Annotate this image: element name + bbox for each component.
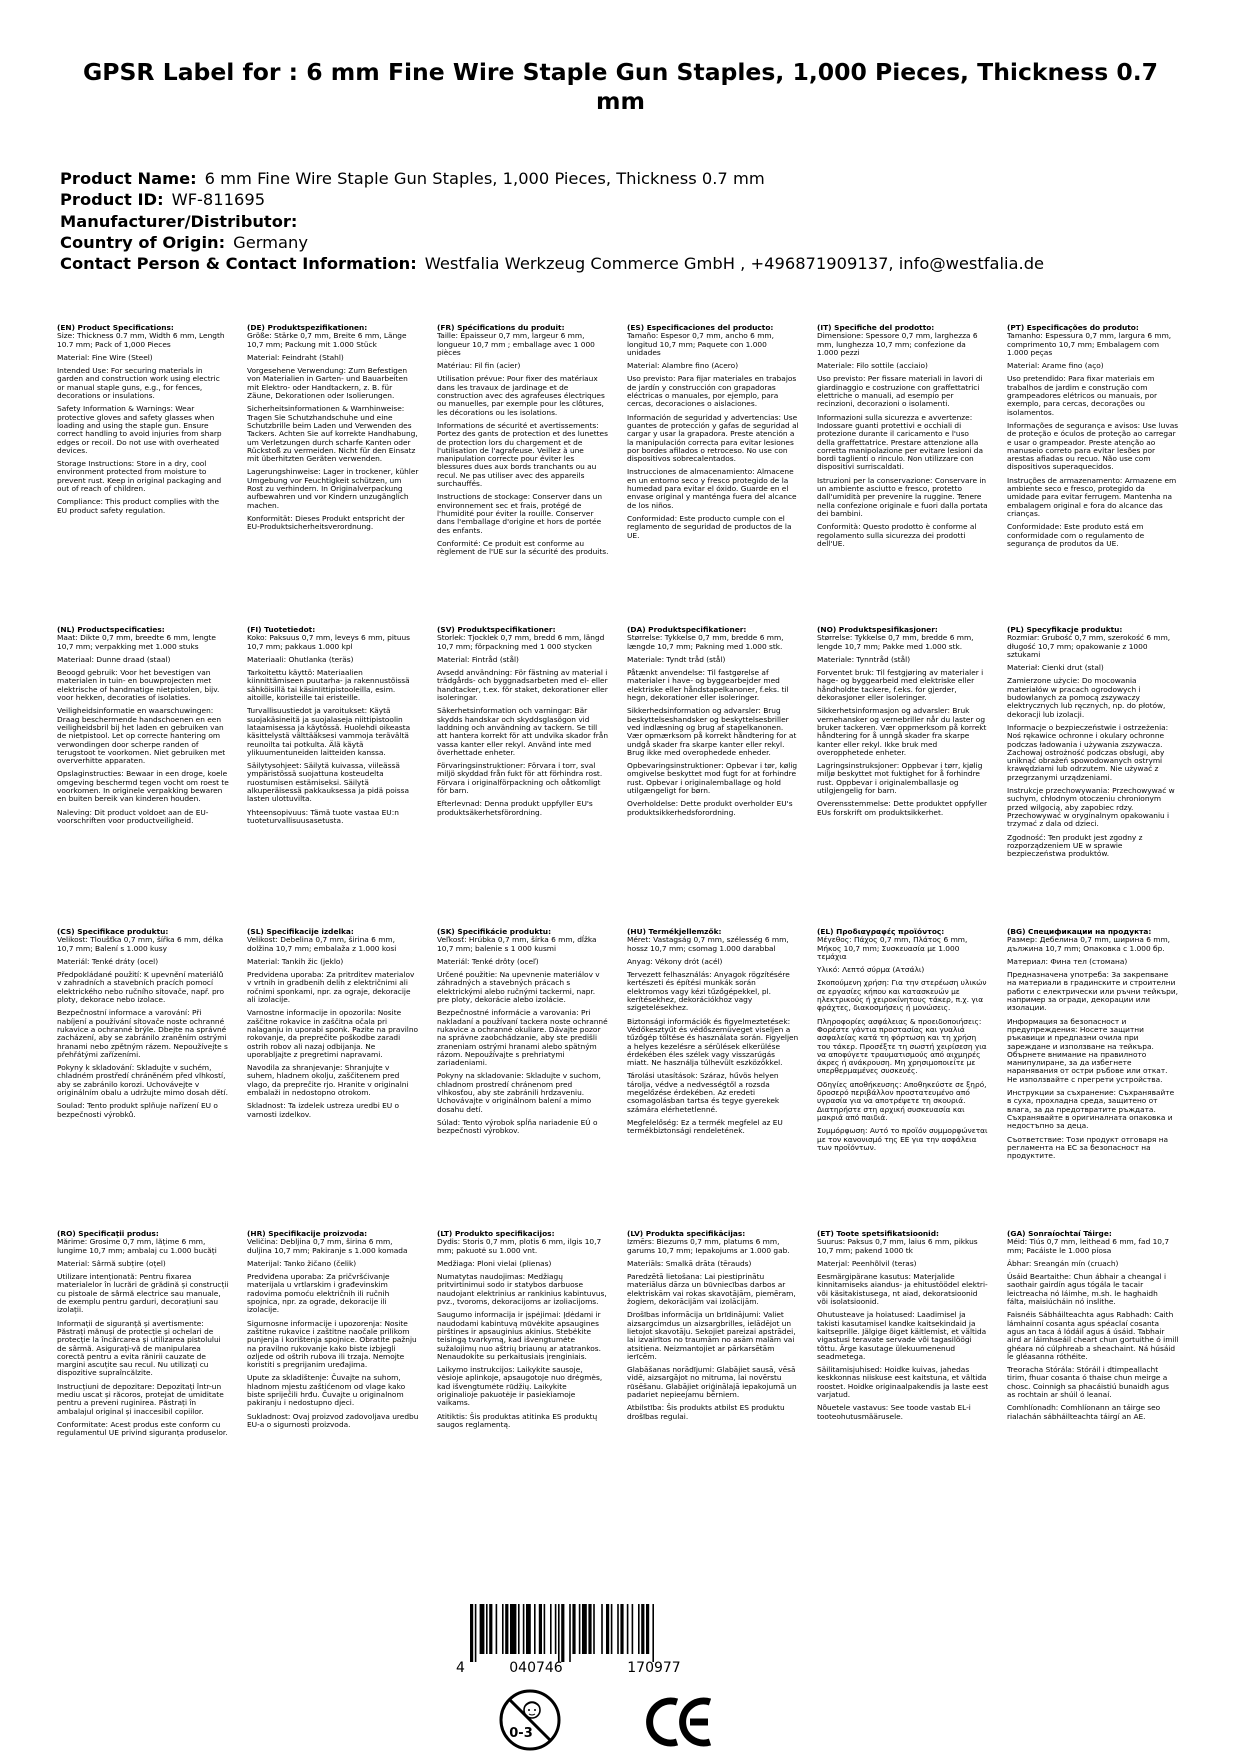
- spec-section: [627, 1230, 799, 1520]
- spec-paragraph: Material: Feindraht (Stahl): [247, 352, 344, 362]
- spec-paragraph: Σκοπούμενη χρήση: Για την στερέωση υλικών σε εργασίες κήπου και κατασκευών με ηλεκτρικούς ή χειροκίνητους τάκερ, π.χ. για φράχτες, διακοσμήσεις ή μονώσεις.: [817, 978, 987, 1013]
- spec-section-header: (LV) Produkta specifikācijas:: [627, 1230, 746, 1238]
- spec-paragraph: Megfelelőség: Ez a termék megfelel az EU termékbiztonsági rendeletének.: [627, 1117, 783, 1136]
- spec-paragraph: Laikymo instrukcijos: Laikykite sausoje, vėsioje aplinkoje, apsaugotoje nuo drėgmės, kad išvengtumėte rūdžių. Laikykite originalioje pakuotėje ir pasiekiamoje vaikams.: [437, 1365, 603, 1408]
- spec-paragraph: Instructions de stockage: Conserver dans un environnement sec et frais, protégé de l'humidité pour éviter la rouille. Conserver dans l'emballage d'origine et hors de portée des enfants.: [437, 492, 603, 535]
- spec-section: [627, 626, 799, 916]
- contact-label: Contact Person & Contact Information:: [60, 254, 417, 274]
- spec-section: [247, 928, 419, 1218]
- spec-paragraph: Informacje o bezpieczeństwie i ostrzeżenia: Noś rękawice ochronne i okulary ochronne podczas ładowania i używania zszywacza. Zachowaj ostrożność podczas obsługi, aby uniknąć obrażeń spowodowanych ostrymi krawędziami lub odrzutem. Nie używać z przegrzanymi urządzeniami.: [1007, 722, 1169, 782]
- spec-paragraph: Varnostne informacije in opozorila: Nosite zaščitne rokavice in zaščitna očala pri nalaganju in uporabi sponk. Pazite na pravilno rokovanje, da preprečite poškodbe zaradi ostrih robov ali nazaj odbijanja. Ne uporabljajte z pregretimi napravami.: [247, 1008, 419, 1059]
- spec-paragraph: Tárolási utasítások: Száraz, hűvös helyen tárolja, védve a nedvességtől a rozsda megelőzése érdekében. Az eredeti csomagolásban tartsa és tegye gyerekek számára elérhetetlenné.: [627, 1071, 780, 1114]
- spec-paragraph: Efterlevnad: Denna produkt uppfyller EU's produktsäkerhetsförordning.: [437, 799, 593, 817]
- spec-section-header: (HR) Specifikacije proizvoda:: [247, 1230, 368, 1238]
- spec-paragraph: Размер: Дебелина 0,7 mm, ширина 6 mm, дължина 10,7 mm; Опаковка с 1.000 бр.: [1007, 935, 1171, 953]
- contact-value: Westfalia Werkzeug Commerce GmbH , +496871909137, info@westfalia.de: [424, 254, 1045, 274]
- spec-paragraph: Drošības informācija un brīdinājumi: Valiet aizsargcimdus un aizsargbrilles, ielādējot un lietojot skavotāju. Sekojiet pareizai apstrādei, lai izvairītos no traumām no asām malām vai atsitiena. Neizmantojiet ar pārkarsētām ierīcēm.: [627, 1310, 796, 1361]
- barcode-digits: 040746: [509, 1660, 563, 1676]
- spec-paragraph: Avsedd användning: För fästning av material i trädgårds- och byggnadsarbeten med el- eller handtacker, t.ex. för staket, dekorationer eller isoleringar.: [437, 668, 608, 703]
- page-title: GPSR Label for : 6 mm Fine Wire Staple Gun Staples, 1,000 Pieces, Thickness 0.7 mm: [83, 58, 1158, 115]
- spec-section-header: (GA) Sonraíochtaí Táirge:: [1007, 1230, 1112, 1238]
- spec-paragraph: Instrukcje przechowywania: Przechowywać w suchym, chłodnym otoczeniu chronionym przed wilgocią, aby zapobiec rdzy. Przechowywać w oryginalnym opakowaniu i trzymać z dala od dzieci.: [1007, 786, 1175, 829]
- spec-section: [437, 626, 609, 916]
- spec-paragraph: Материал: Фина тел (стомана): [1007, 956, 1128, 966]
- ean-barcode: [436, 1600, 736, 1680]
- spec-paragraph: Påtænkt anvendelse: Til fastgørelse af materialer i have- og byggearbejder med elektriske eller håndstapelkanoner, f.eks. til hegn, dekorationer eller isoleringer.: [627, 668, 789, 703]
- spec-paragraph: Material: Arame fino (aço): [1007, 361, 1104, 371]
- spec-paragraph: Koko: Paksuus 0,7 mm, leveys 6 mm, pituus 10,7 mm; pakkaus 1.000 kpl: [247, 633, 411, 651]
- spec-paragraph: Maat: Dikte 0,7 mm, breedte 6 mm, lengte 10,7 mm; verpakking met 1.000 stuks: [57, 633, 216, 651]
- spec-section: [57, 626, 229, 916]
- spec-paragraph: Dimensione: Spessore 0,7 mm, larghezza 6 mm, lunghezza 10,7 mm; confezione da 1.000 pezzi: [817, 331, 978, 357]
- spec-paragraph: Συμμόρφωση: Αυτό το προϊόν συμμορφώνεται με τον κανονισμό της ΕΕ για την ασφάλεια των προϊόντων.: [817, 1126, 988, 1152]
- spec-paragraph: Dydis: Storis 0,7 mm, plotis 6 mm, ilgis 10,7 mm; pakuotė su 1.000 vnt.: [437, 1237, 602, 1255]
- barcode-bar: [558, 1604, 560, 1662]
- spec-paragraph: Mărime: Grosime 0,7 mm, lățime 6 mm, lungime 10,7 mm; ambalaj cu 1.000 bucăți: [57, 1237, 217, 1255]
- country-row: [60, 232, 1200, 253]
- spec-paragraph: Sukladnost: Ovaj proizvod zadovoljava uredbu EU-a o sigurnosti proizvoda.: [247, 1411, 419, 1429]
- spec-paragraph: Yhteensopivuus: Tämä tuote vastaa EU:n tuoteturvallisuusasetusta.: [247, 807, 399, 825]
- spec-paragraph: Tamaño: Espesor 0,7 mm, ancho 6 mm, longitud 10,7 mm; Paquete con 1.000 unidades: [627, 331, 774, 357]
- spec-paragraph: Storage Instructions: Store in a dry, cool environment protected from moisture to prevent rust. Keep in original packaging and out of reach of children.: [57, 459, 222, 494]
- barcode-bar: [569, 1604, 571, 1662]
- barcode-bar: [510, 1604, 516, 1654]
- barcode-bar: [620, 1604, 623, 1654]
- spec-paragraph: Safety Information & Warnings: Wear protective gloves and safety glasses when loading and using the staple gun. Ensure correct handling to avoid injuries from sharp edges or recoil. Do not use with overheated devices.: [57, 404, 222, 455]
- spec-section: [1007, 928, 1179, 1218]
- barcode-bar: [489, 1604, 492, 1654]
- spec-paragraph: Nõuetele vastavus: See toode vastab EL-i tooteohutusmäärusele.: [817, 1403, 971, 1421]
- barcode-bar: [632, 1604, 634, 1654]
- spec-section: [1007, 626, 1179, 916]
- spec-section: [247, 1230, 419, 1520]
- barcode-bar: [606, 1604, 609, 1654]
- barcode-bar: [555, 1604, 557, 1654]
- spec-paragraph: Säilitamisjuhised: Hoidke kuivas, jahedas keskkonnas niiskuse eest kaitstuna, et vältida roostet. Hoidke originaalpakendis ja laste eest varjatud.: [817, 1365, 989, 1400]
- spec-section: [437, 324, 609, 614]
- spec-paragraph: Conformità: Questo prodotto è conforme al regolamento sulla sicurezza dei prodotti dell'UE.: [817, 522, 977, 548]
- spec-paragraph: Předpokládané použití: K upevnění materiálů v zahradních a stavebních pracích pomocí elektrického nebo ručního sítovače, např. pro ploty, dekorace nebo izolace.: [57, 970, 225, 1005]
- barcode-bar: [611, 1604, 613, 1654]
- spec-paragraph: Predvidena uporaba: Za pritrditev materialov v vrtnih in gradbenih delih z električnimi ali ročnimi sponkami, npr. za ograje, dekoracije ali izolacije.: [247, 970, 415, 1005]
- spec-paragraph: Materiale: Tynntråd (stål): [817, 654, 911, 664]
- spec-section: [437, 1230, 609, 1520]
- barcode-bar: [617, 1604, 619, 1654]
- spec-section: [57, 1230, 229, 1520]
- spec-paragraph: Съответствие: Този продукт отговаря на регламента на ЕС за безопасност на продуктите.: [1007, 1134, 1169, 1161]
- spec-paragraph: Velikost: Debelina 0,7 mm, širina 6 mm, dolžina 10,7 mm; embalaža z 1.000 kosi: [247, 935, 397, 953]
- spec-paragraph: Instruções de armazenamento: Armazene em ambiente seco e fresco, protegido da umidade para evitar ferrugem. Mantenha na embalagem original e fora do alcance das crianças.: [1007, 475, 1177, 518]
- spec-paragraph: Soulad: Tento produkt splňuje nařízení EU o bezpečnosti výrobků.: [57, 1101, 218, 1119]
- spec-section: [57, 324, 229, 614]
- spec-paragraph: Предназначена употреба: За закрепване на материали в градинските и строителни работи с електрически или ръчни тейкъри, например за огради, декорации или изолации.: [1007, 970, 1178, 1013]
- spec-section-header: (LT) Produkto specifikacijos:: [437, 1230, 555, 1238]
- manufacturer-row: [60, 211, 1200, 232]
- spec-paragraph: Paredzētā lietošana: Lai piestiprinātu materiālus dārza un būvniecības darbos ar elektriskām vai rokas skavotājām, piemēram, žogiem, dekorācijām vai izolācijām.: [627, 1272, 796, 1307]
- product-name-value: 6 mm Fine Wire Staple Gun Staples, 1,000 Pieces, Thickness 0.7 mm: [204, 169, 765, 188]
- spec-paragraph: Sicherheitsinformationen & Warnhinweise: Tragen Sie Schutzhandschuhe und eine Schutzbrille beim Laden und Verwenden des Tackers. Achten Sie auf korrekte Handhabung, um Verletzungen durch scharfe Kanten oder Rückstoß zu vermeiden. Nicht für den Einsatz mit überhitzten Geräten verwenden.: [247, 404, 418, 464]
- spec-paragraph: Velikost: Tloušťka 0,7 mm, šířka 6 mm, délka 10,7 mm; Balení s 1.000 kusy: [57, 935, 224, 953]
- age-warning-0-3-icon: [498, 1688, 562, 1752]
- spec-paragraph: Ábhar: Sreangán mín (cruach): [1007, 1258, 1119, 1268]
- spec-section-header: (HU) Termékjellemzők:: [627, 928, 722, 936]
- spec-paragraph: Οδηγίες αποθήκευσης: Αποθηκεύστε σε ξηρό, δροσερό περιβάλλον προστατευμένο από υγρασία για να αποτρέψετε τη σκουριά. Διατηρήστε στη αρχική συσκευασία και μακριά από παιδιά.: [817, 1079, 987, 1122]
- spec-paragraph: Predviđena uporaba: Za pričvršćivanje materijala u vrtlarskim i građevinskim radovima pomoću električnih ili ručnih spojnica, npr. za ograde, dekoracije ili izolacije.: [247, 1272, 390, 1315]
- barcode-bar: [539, 1604, 542, 1654]
- spec-paragraph: Zgodność: Ten produkt jest zgodny z rozporządzeniem UE w sprawie bezpieczeństwa produktów.: [1007, 832, 1143, 859]
- barcode-bar: [550, 1604, 552, 1654]
- spec-paragraph: Υλικό: Λεπτό σύρμα (Ατσάλι): [817, 965, 925, 975]
- spec-paragraph: Glabāšanas norādījumi: Glabājiet sausā, vēsā vidē, aizsargājot no mitruma, lai novērstu rūsēšanu. Glabājiet oriģinālajā iepakojumā un padariet nepieejamu bērniem.: [627, 1365, 797, 1400]
- spec-paragraph: Информация за безопасност и предупреждения: Носете защитни ръкавици и предпазни очила при зареждане и използване на тейкъра. Обърнете внимание на правилното манипулиране, за да избегнете наранявания от остри ръбове или откат. Не използвайте с прегрети устройства.: [1007, 1016, 1168, 1084]
- spec-paragraph: Инструкции за съхранение: Съхранявайте в суха, прохладна среда, защитено от влага, за да предотвратите ръждата. Съхранявайте в оригиналната опаковка и недостъпно за деца.: [1007, 1088, 1175, 1131]
- spec-section-header: (PL) Specyfikacje produktu:: [1007, 626, 1123, 634]
- spec-section-header: (EN) Product Specifications:: [57, 324, 174, 332]
- spec-paragraph: Tarkoitettu käyttö: Materiaalien kiinnittämiseen puutarha- ja rakennustöissä sähköisillä tai käsinIittipistooleilla, esim. aitoille, koristeille tai eristeille.: [247, 668, 410, 703]
- country-label: Country of Origin:: [60, 232, 226, 252]
- spec-section: [247, 324, 419, 614]
- spec-paragraph: Materiale: Tyndt tråd (stål): [627, 654, 726, 664]
- spec-paragraph: Matériau: Fil fin (acier): [437, 361, 521, 371]
- barcode-bar: [486, 1604, 488, 1654]
- spec-paragraph: Tervezett felhasználás: Anyagok rögzítésére kertészeti és építési munkák során elektromos vagy kézi tűzőgépekkel, pl. kerítésekhez, dekorációkhoz vagy szigetelésekhez.: [627, 970, 790, 1013]
- spec-paragraph: Numatytas naudojimas: Medžiagų pritvirtinimui sodo ir statybos darbuose naudojant elektrinius ar rankinius kabintuvus, pvz., tvoroms, dekoracijoms ar izoliacijoms.: [437, 1272, 607, 1307]
- spec-paragraph: Bezpečnostné informácie a varovania: Pri nakladaní a používaní tackera noste ochranné rukavice a ochranné okuliare. Dávajte pozor na správne zaobchádzanie, aby ste predišli zraneniam ostrými hranami alebo spätným rázom. Nepoužívajte s prehriatymi zariadeniami.: [437, 1008, 608, 1068]
- spec-paragraph: Lagringsinstruksjoner: Oppbevar i tørr, kjølig miljø beskyttet mot fuktighet for å forhindre rust. Oppbevar i originalemballasje og utilgjengelig for barn.: [817, 761, 983, 796]
- spec-paragraph: Uso pretendido: Para fixar materiais em trabalhos de jardim e construção com grampeadores elétricos ou manuais, por exemplo, para cercas, decorações ou isolamentos.: [1007, 374, 1158, 417]
- spec-section-header: (EL) Προδιαγραφές προϊόντος:: [817, 928, 945, 936]
- barcode-bar: [496, 1604, 498, 1654]
- spec-paragraph: Upute za skladištenje: Čuvajte na suhom, hladnom mjestu zaštićenom od vlage kako biste spriječili hrđu. Čuvajte u originalnom pakiranju i nedostupno djeci.: [247, 1373, 406, 1408]
- spec-section: [627, 928, 799, 1218]
- spec-paragraph: Compliance: This product complies with the EU product safety regulation.: [57, 497, 220, 515]
- spec-paragraph: Conformitate: Acest produs este conform cu regulamentul UE privind siguranța produselor.: [57, 1419, 228, 1438]
- spec-paragraph: Materiaal: Dunne draad (staal): [57, 654, 171, 664]
- spec-section-header: (NL) Productspecificaties:: [57, 626, 165, 634]
- spec-section: [817, 626, 989, 916]
- barcode-bar: [627, 1604, 629, 1654]
- spec-paragraph: Forventet bruk: Til festgjøring av materialer i hage- og byggearbeid med elektriske eller håndholdte tackere, f.eks. for gjerder, dekorasjoner eller isoleringer.: [817, 668, 984, 703]
- spec-paragraph: Μέγεθος: Πάχος 0,7 mm, Πλάτος 6 mm, Μήκος 10,7 mm; Συσκευασία με 1.000 τεμάχια: [817, 935, 968, 961]
- spec-paragraph: Faisnéis Sábháilteachta agus Rabhadh: Caith lámhainní cosanta agus spéaclaí cosanta agus an taca á lódáil agus á úsáid. Tabhair aird ar láimhseáil cheart chun gortuithe ó imill ghéara nó cúlphreab a sheachaint. Ná húsáid le gléasanna róthéite.: [1007, 1310, 1179, 1361]
- spec-paragraph: Pokyny na skladovanie: Skladujte v suchom, chladnom prostredí chránenom pred vlhkosťou, aby ste zabránili hrdzaveniu. Uchovávajte v originálnom balení a mimo dosahu detí.: [437, 1071, 601, 1114]
- spec-paragraph: Bezpečnostní informace a varování: Při nabíjení a používání sítovače noste ochranné rukavice a ochranné brýle. Dbejte na správné zacházení, aby se zabránilo zraněním ostrými hranami nebo zpětným rázem. Nepoužívejte s přehřátými zařízeními.: [57, 1008, 228, 1059]
- spec-section: [817, 928, 989, 1218]
- barcode-bar: [652, 1604, 654, 1662]
- spec-section-header: (CS) Specifikace produktu:: [57, 928, 169, 936]
- spec-paragraph: Størrelse: Tykkelse 0,7 mm, bredde 6 mm, længde 10,7 mm; Pakning med 1.000 stk.: [627, 633, 784, 651]
- spec-paragraph: Konformität: Dieses Produkt entspricht der EU-Produktsicherheitsverordnung.: [247, 513, 405, 532]
- barcode-bar: [579, 1604, 581, 1654]
- spec-paragraph: Storlek: Tjocklek 0,7 mm, bredd 6 mm, längd 10,7 mm; förpackning med 1 000 stycken: [437, 633, 605, 651]
- spec-paragraph: Tamanho: Espessura 0,7 mm, largura 6 mm, comprimento 10,7 mm; Embalagem com 1.000 peças: [1007, 331, 1172, 357]
- spec-paragraph: Opbevaringsinstruktioner: Opbevar i tør, kølig omgivelse beskyttet mod fugt for at forhindre rust. Opbevar i originalemballage og hold utilgængeligt for børn.: [627, 761, 798, 796]
- spec-paragraph: Instrucțiuni de depozitare: Depozitați într-un mediu uscat și răcoros, protejat de umiditate pentru a preveni ruginirea. Păstrați în ambalajul original și inaccesibil copiilor.: [57, 1381, 224, 1416]
- spec-paragraph: Turvallisuustiedot ja varoitukset: Käytä suojakäsineitä ja suojalaseja niittipistoolin lataamisessa ja käytössä. Huolehdi oikeasta käsittelystä välttääksesi vammoja terävältä reunoilta tai potkulta. Älä käytä ylikuumentuneiden laitteiden kanssa.: [247, 706, 411, 757]
- spec-section: [57, 928, 229, 1218]
- ce-mark-icon: [646, 1696, 716, 1748]
- country-value: Germany: [233, 232, 308, 252]
- spec-paragraph: Vorgesehene Verwendung: Zum Befestigen von Materialien in Garten- und Bauarbeiten mit Elektro- oder Handtackern, z. B. für Zäune, Dekorationen oder Isolierungen.: [247, 366, 408, 401]
- barcode-bar: [638, 1604, 640, 1654]
- spec-paragraph: Atbilstība: Šis produkts atbilst ES produktu drošības regulai.: [627, 1403, 785, 1421]
- spec-paragraph: Material: Fine Wire (Steel): [57, 352, 153, 362]
- spec-paragraph: Størrelse: Tykkelse 0,7 mm, bredde 6 mm, lengde 10,7 mm; Pakke med 1.000 stk.: [817, 633, 974, 651]
- spec-paragraph: Informazioni sulla sicurezza e avvertenze: Indossare guanti protettivi e occhiali di protezione durante il caricamento e l'uso della graffettatrice. Prestare attenzione alla corretta manipolazione per evitare lesioni da bordi taglienti o rinculo. Non utilizzare con dispositivi surriscaldati.: [817, 412, 984, 472]
- spec-paragraph: Méid: Tiús 0,7 mm, leithead 6 mm, fad 10,7 mm; Pacáiste le 1.000 píosa: [1007, 1237, 1170, 1255]
- spec-paragraph: Uso previsto: Para fijar materiales en trabajos de jardín y construcción con grapadoras eléctricas o manuales, por ejemplo, para cercas, decoraciones o aislaciones.: [627, 374, 797, 409]
- spec-paragraph: Opslaginstructies: Bewaar in een droge, koele omgeving beschermd tegen vocht om roest te voorkomen. In originele verpakking bewaren en buiten bereik van kinderen houden.: [57, 769, 229, 804]
- spec-paragraph: Materijal: Tanko žičano (čelik): [247, 1258, 357, 1268]
- product-info: [60, 168, 1200, 274]
- spec-section-header: (ES) Especificaciones del producto:: [627, 324, 774, 332]
- spec-paragraph: Biztonsági információk és figyelmeztetések: Védőkesztyűt és védőszemüveget viseljen a tűzőgép töltése és használata során. Figyeljen a helyes kezelésre a sérülések elkerülése érdekében éles szélek vagy visszarúgás miatt. Ne használja túlhevült eszközökkel.: [627, 1016, 799, 1068]
- spec-section-header: (SK) Špecifikácie produktu:: [437, 928, 552, 936]
- barcode-bar: [572, 1604, 575, 1654]
- spec-paragraph: Navodila za shranjevanje: Shranjujte v suhem, hladnem okolju, zaščitenem pred vlago, da preprečite rjo. Hranite v originalni embalaži in nedostopno otrokom.: [247, 1063, 409, 1098]
- spec-paragraph: Material: Sârmă subțire (oțel): [57, 1258, 166, 1268]
- spec-paragraph: Overholdelse: Dette produkt overholder EU's produktsikkerhedsforordning.: [627, 799, 793, 817]
- spec-paragraph: Información de seguridad y advertencias: Use guantes de protección y gafas de seguridad al cargar y usar la grapadora. Preste atención a la manipulación correcta para evitar lesiones por bordes afilados o retroceso. No use con dispositivos sobrecalentados.: [627, 412, 799, 464]
- spec-paragraph: Méret: Vastagság 0,7 mm, szélesség 6 mm, hossz 10,7 mm; csomag 1.000 darabbal: [627, 935, 789, 953]
- spec-section: [817, 1230, 989, 1520]
- spec-paragraph: Saugumo informacija ir įspėjimai: Įdėdami ir naudodami kabintuvą mūvėkite apsaugines pirštines ir apsauginius akinius. Stebėkite teisingą tvarkymą, kad išvengtumėte sužalojimų nuo aštrių briaunų ar atatrankos. Nenaudokite su perkaitusiais įrenginiais.: [437, 1310, 601, 1361]
- spec-paragraph: Izmērs: Biezums 0,7 mm, platums 6 mm, garums 10,7 mm; Iepakojums ar 1.000 gab.: [627, 1237, 790, 1255]
- barcode-bar: [480, 1604, 485, 1654]
- spec-section-header: (IT) Specifiche del prodotto:: [817, 324, 935, 332]
- spec-section-header: (BG) Спецификации на продукта:: [1007, 928, 1152, 936]
- spec-paragraph: Sikkerhedsinformation og advarsler: Brug beskyttelseshandsker og beskyttelsesbriller ved indlæsning og brug af stapelkanonen. Vær opmærksom på korrekt håndtering for at undgå skader fra skarpe kanter eller rekyl. Brug ikke med overophedede enheder.: [627, 706, 797, 757]
- barcode-bar: [523, 1604, 525, 1654]
- barcode-bar: [534, 1604, 536, 1654]
- spec-paragraph: Medžiaga: Ploni vielai (plienas): [437, 1258, 552, 1268]
- spec-paragraph: Utilizare intenționată: Pentru fixarea materialelor în lucrări de grădină și construcții cu pistoale de sârmă electrice sau manuale, de exemplu pentru garduri, decorațiuni sau izolații.: [57, 1272, 229, 1315]
- spec-section: [1007, 1230, 1179, 1520]
- spec-paragraph: Säilytysohjeet: Säilytä kuivassa, viileässä ympäristössä suojattuna kosteudelta ruostumisen estämiseksi. Säilytä alkuperäisessä pakkauksessa ja pidä poissa lasten ulottuvilta.: [247, 761, 410, 804]
- barcode-bar: [593, 1604, 595, 1654]
- barcode-bar: [475, 1604, 477, 1662]
- product-id-value: WF-811695: [171, 190, 266, 210]
- spec-paragraph: Informations de sécurité et avertissements: Portez des gants de protection et des lunettes de protection lors du chargement et de l'utilisation de l'agrafeuse. Veillez à une manipulation correcte pour éviter les blessures dues aux bords tranchants ou au recul. Ne pas utiliser avec des appareils surchauffés.: [437, 420, 608, 489]
- spec-paragraph: Veľkosť: Hrúbka 0,7 mm, šírka 6 mm, dĺžka 10,7 mm; balenie s 1 000 kusmi: [437, 935, 597, 953]
- spec-paragraph: Πληροφορίες ασφάλειας & προειδοποιήσεις: Φορέστε γάντια προστασίας και γυαλιά ασφαλείας κατά τη φόρτωση και τη χρήση του τάκερ. Προσέξτε τη σωστή χειρίσεση για να αποφύγετε τραυματισμούς από αιχμηρές άκρες ή ανάκρουση. Μη χρησιμοποιείτε με υπερθερμαμένες συσκευές.: [817, 1016, 987, 1076]
- barcode-bar: [505, 1604, 508, 1654]
- spec-paragraph: Eesmärgipärane kasutus: Materjalide kinnitamiseks aiandus- ja ehitustöödel elektri- või käsitakistusega, nt aiad, dekoratsioonid või isolatsioonid.: [817, 1272, 988, 1307]
- spec-paragraph: Taille: Épaisseur 0,7 mm, largeur 6 mm, longueur 10,7 mm ; emballage avec 1 000 pièces: [437, 331, 595, 357]
- spec-paragraph: Informații de siguranță și avertismente: Păstrați mănuși de protecție și ochelari de protecție la încărcarea și utilizarea pistolului de sârmă. Asigurați-vă de manipularea corectă pentru a evita rănirii cauzate de margini ascuțite sau recul. Nu utilizați cu dispozitive supraîncălzite.: [57, 1318, 221, 1378]
- spec-paragraph: Suurus: Paksus 0,7 mm, laius 6 mm, pikkus 10,7 mm; pakend 1000 tk: [817, 1237, 978, 1255]
- barcode-bar: [588, 1604, 591, 1654]
- spec-section-header: (ET) Toote spetsifikatsioonid:: [817, 1230, 939, 1238]
- product-name-label: Product Name:: [60, 169, 197, 188]
- spec-paragraph: Beoogd gebruik: Voor het bevestigen van materialen in tuin- en bouwprojecten met elektrische of handmatige nietpistolen, bijv. voor hekken, decoraties of isolaties.: [57, 668, 220, 703]
- spec-paragraph: Treoracha Stórála: Stóráil i dtimpeallacht tirim, fhuar cosanta ó thaise chun meirge a chosc. Coinnigh sa phacáistiú bunaidh agus as rochtain ar shúil ó leanaí.: [1007, 1365, 1169, 1400]
- spec-paragraph: Uso previsto: Per fissare materiali in lavori di giardinaggio e costruzione con graffettatrici elettriche o manuali, ad esempio per recinzioni, decorazioni o isolamenti.: [817, 374, 983, 409]
- contact-row: [60, 253, 1200, 274]
- spec-paragraph: Ohutusteave ja hoiatused: Laadimisel ja takisti kasutamisel kandke kaitsekindaid ja kaitseprille. Jälgige õiget käitlemist, et vältida vigastusi teravate servade või tagasilöögi tõttu. Ärge kasutage ülekuumenenud seadmetega.: [817, 1310, 987, 1361]
- spec-paragraph: Säkerhetsinformation och varningar: Bär skydds handskar och skyddsglasögon vid laddning och användning av tackern. Se till att hantera korrekt för att undvika skador från vassa kanter eller rekyl. Använd inte med överhettade enheter.: [437, 706, 609, 757]
- spec-section: [627, 324, 799, 614]
- spec-section-header: (FI) Tuotetiedot:: [247, 626, 316, 634]
- barcode-bar: [502, 1604, 504, 1654]
- spec-paragraph: Größe: Stärke 0,7 mm, Breite 6 mm, Länge 10,7 mm; Packung mit 1.000 Stück: [247, 331, 407, 349]
- barcode-bar: [518, 1604, 520, 1654]
- spec-paragraph: Materiāls: Smalkā drāta (tērauds): [627, 1258, 752, 1268]
- spec-paragraph: Sigurnosne informacije i upozorenja: Nosite zaštitne rukavice i zaštitne naočale prilikom punjenja i korištenja spojnice. Obratite pažnju na pravilno rukovanje kako biste izbjegli ozljede od oštrih rubova ili trzaja. Nemojte koristiti s pregrijanim uređajima.: [247, 1318, 417, 1370]
- spec-paragraph: Materiał: Cienki drut (stal): [1007, 663, 1104, 673]
- spec-paragraph: Material: Alambre fino (Acero): [627, 361, 739, 371]
- barcode-bar: [526, 1604, 531, 1654]
- spec-paragraph: Informações de segurança e avisos: Use luvas de proteção e óculos de proteção ao carregar e usar o grampeador. Preste atenção ao manuseio correto para evitar lesões por arestas afiadas ou recuo. Não use com dispositivos superaquecidos.: [1007, 420, 1179, 472]
- spec-paragraph: Material: Tankih žic (jeklo): [247, 956, 344, 966]
- spec-section: [437, 928, 609, 1218]
- spec-paragraph: Súlad: Tento výrobok spĺňa nariadenie EÚ o bezpečnosti výrobkov.: [437, 1117, 598, 1136]
- product-name-row: [60, 168, 1200, 189]
- spec-paragraph: Intended Use: For securing materials in garden and construction work using electric or manual staple guns, e.g., for fences, decorations or insulations.: [57, 366, 220, 401]
- spec-section: [817, 324, 989, 614]
- spec-paragraph: Sikkerhetsinformasjon og advarsler: Bruk vernehansker og vernebriller når du laster og bruker tackeren. Vær oppmerksom på korrekt håndtering for å unngå skader fra skarpe kanter eller rekyl. Ikke bruk med overopphetede enheter.: [817, 706, 987, 757]
- spec-paragraph: Pokyny k skladování: Skladujte v suchém, chladném prostředí chráněném před vlhkostí, aby se zabránilo korozi. Uchovávejte v originálním obalu a udržujte mimo dosah dětí.: [57, 1063, 228, 1098]
- spec-paragraph: Zamierzone użycie: Do mocowania materiałów w pracach ogrodowych i budowlanych za pomocą zszywaczy elektrycznych lub ręcznych, np. do płotów, dekoracji lub izolacji.: [1007, 676, 1166, 719]
- spec-paragraph: Lagerungshinweise: Lager in trockener, kühler Umgebung vor Feuchtigkeit schützen, um Rost zu verhindern. In Originalverpackung aufbewahren und vor Kindern unzugänglich machen.: [247, 467, 419, 510]
- spec-section: [1007, 324, 1179, 614]
- spec-paragraph: Naleving: Dit product voldoet aan de EU-voorschriften voor productveiligheid.: [57, 807, 209, 825]
- spec-paragraph: Materiale: Filo sottile (acciaio): [817, 361, 928, 371]
- barcode-bar: [470, 1604, 473, 1662]
- spec-paragraph: Atitiktis: Šis produktas atitinka ES produktų saugos reglamentą.: [437, 1411, 598, 1429]
- spec-paragraph: Conformidad: Este producto cumple con el reglamento de seguridad de productos de la UE.: [627, 513, 792, 540]
- barcode-bar: [601, 1604, 603, 1654]
- barcode-bar: [641, 1604, 644, 1654]
- spec-section-header: (RO) Specificații produs:: [57, 1230, 159, 1238]
- age-range-label: 0-3: [509, 1726, 533, 1741]
- spec-paragraph: Veličina: Debljina 0,7 mm, širina 6 mm, duljina 10,7 mm; Pakiranje s 1.000 komada: [247, 1237, 408, 1255]
- barcode-bar: [582, 1604, 587, 1654]
- spec-paragraph: Úsáid Beartaithe: Chun ábhair a cheangal i saothair gairdín agus tógála le tacair leictreacha nó láimhe, m.sh. le haghaidh fálta, maisiúcháin nó inslithe.: [1007, 1272, 1167, 1307]
- spec-paragraph: Comhlíonadh: Comhlíonann an táirge seo rialachán sábháilteachta táirgí an AE.: [1007, 1403, 1161, 1421]
- spec-paragraph: Materiaali: Ohutlanka (teräs): [247, 654, 354, 664]
- spec-section-header: (NO) Produktspesifikasjoner:: [817, 626, 938, 634]
- spec-section-header: (DE) Produktspezifikationen:: [247, 324, 368, 332]
- spec-paragraph: Veiligheidsinformatie en waarschuwingen: Draag beschermende handschoenen en een veiligheidsbril bij het laden en gebruiken van de nietpistool. Let op correcte hantering om verwondingen door scherpe randen of terugstoot te voorkomen. Niet gebruiken met oververhitte apparaten.: [57, 706, 226, 766]
- spec-paragraph: Rozmiar: Grubość 0,7 mm, szerokość 6 mm, długość 10,7 mm; opakowanie z 1000 sztukami: [1007, 633, 1171, 659]
- barcode-bar: [544, 1604, 546, 1654]
- spec-paragraph: Istruzioni per la conservazione: Conservare in un ambiente asciutto e fresco, protetto dall'umidità per prevenire la ruggine. Tenere nella confezione originale e fuori dalla portata dei bambini.: [817, 475, 988, 518]
- spec-paragraph: Skladnost: Ta izdelek ustreza uredbi EU o varnosti izdelkov.: [247, 1101, 400, 1119]
- spec-paragraph: Förvaringsinstruktioner: Förvara i torr, sval miljö skyddad från fukt för att förhindra rost. Förvara i originalförpackning och oåtkomligt för barn.: [437, 761, 603, 796]
- spec-section-header: (SV) Produktspecifikationer:: [437, 626, 556, 634]
- spec-paragraph: Anyag: Vékony drót (acél): [627, 956, 723, 966]
- spec-paragraph: Materjal: Peenhõlvil (teras): [817, 1258, 917, 1268]
- spec-paragraph: Size: Thickness 0.7 mm, Width 6 mm, Length 10.7 mm; Pack of 1,000 Pieces: [57, 331, 225, 349]
- spec-paragraph: Overensstemmelse: Dette produktet oppfyller EUs forskrift om produktsikkerhet.: [817, 799, 988, 817]
- spec-section: [247, 626, 419, 916]
- barcode-bar: [561, 1604, 564, 1662]
- spec-section-header: (SL) Specifikacije izdelka:: [247, 928, 354, 936]
- manufacturer-label: Manufacturer/Distributor:: [60, 211, 298, 231]
- spec-section-header: (DA) Produktspecifikationer:: [627, 626, 747, 634]
- spec-paragraph: Utilisation prévue: Pour fixer des matériaux dans les travaux de jardinage et de construction avec des agrafeuses électriques ou manuelles, par exemple pour les clôtures, les décorations ou les isolations.: [437, 374, 605, 417]
- product-id-label: Product ID:: [60, 190, 164, 210]
- spec-section-header: (FR) Spécifications du produit:: [437, 324, 565, 332]
- barcode-digits: 170977: [627, 1660, 681, 1676]
- spec-paragraph: Instrucciones de almacenamiento: Almacene en un entorno seco y fresco protegido de la humedad para evitar el óxido. Guarde en el envase original y manténga fuera del alcance de los niños.: [627, 467, 797, 510]
- spec-paragraph: Materiál: Tenké dráty (ocel): [57, 956, 159, 966]
- barcode-digits: 4: [456, 1660, 465, 1676]
- spec-paragraph: Conformité: Ce produit est conforme au règlement de l'UE sur la sécurité des produits.: [437, 538, 609, 557]
- spec-section-header: (PT) Especificações do produto:: [1007, 324, 1139, 332]
- spec-paragraph: Určené použitie: Na upevnenie materiálov v záhradných a stavebných prácach s elektrickými alebo ručnými tackermi, napr. pre ploty, dekorácie alebo izolácie.: [437, 970, 600, 1005]
- spec-paragraph: Conformidade: Este produto está em conformidade com o regulamento de segurança de produtos da UE.: [1007, 522, 1145, 548]
- barcode-bar: [646, 1604, 649, 1654]
- product-id-row: [60, 189, 1200, 210]
- spec-paragraph: Materiál: Tenké drôty (oceľ): [437, 956, 539, 966]
- spec-paragraph: Material: Fintråd (stål): [437, 654, 519, 664]
